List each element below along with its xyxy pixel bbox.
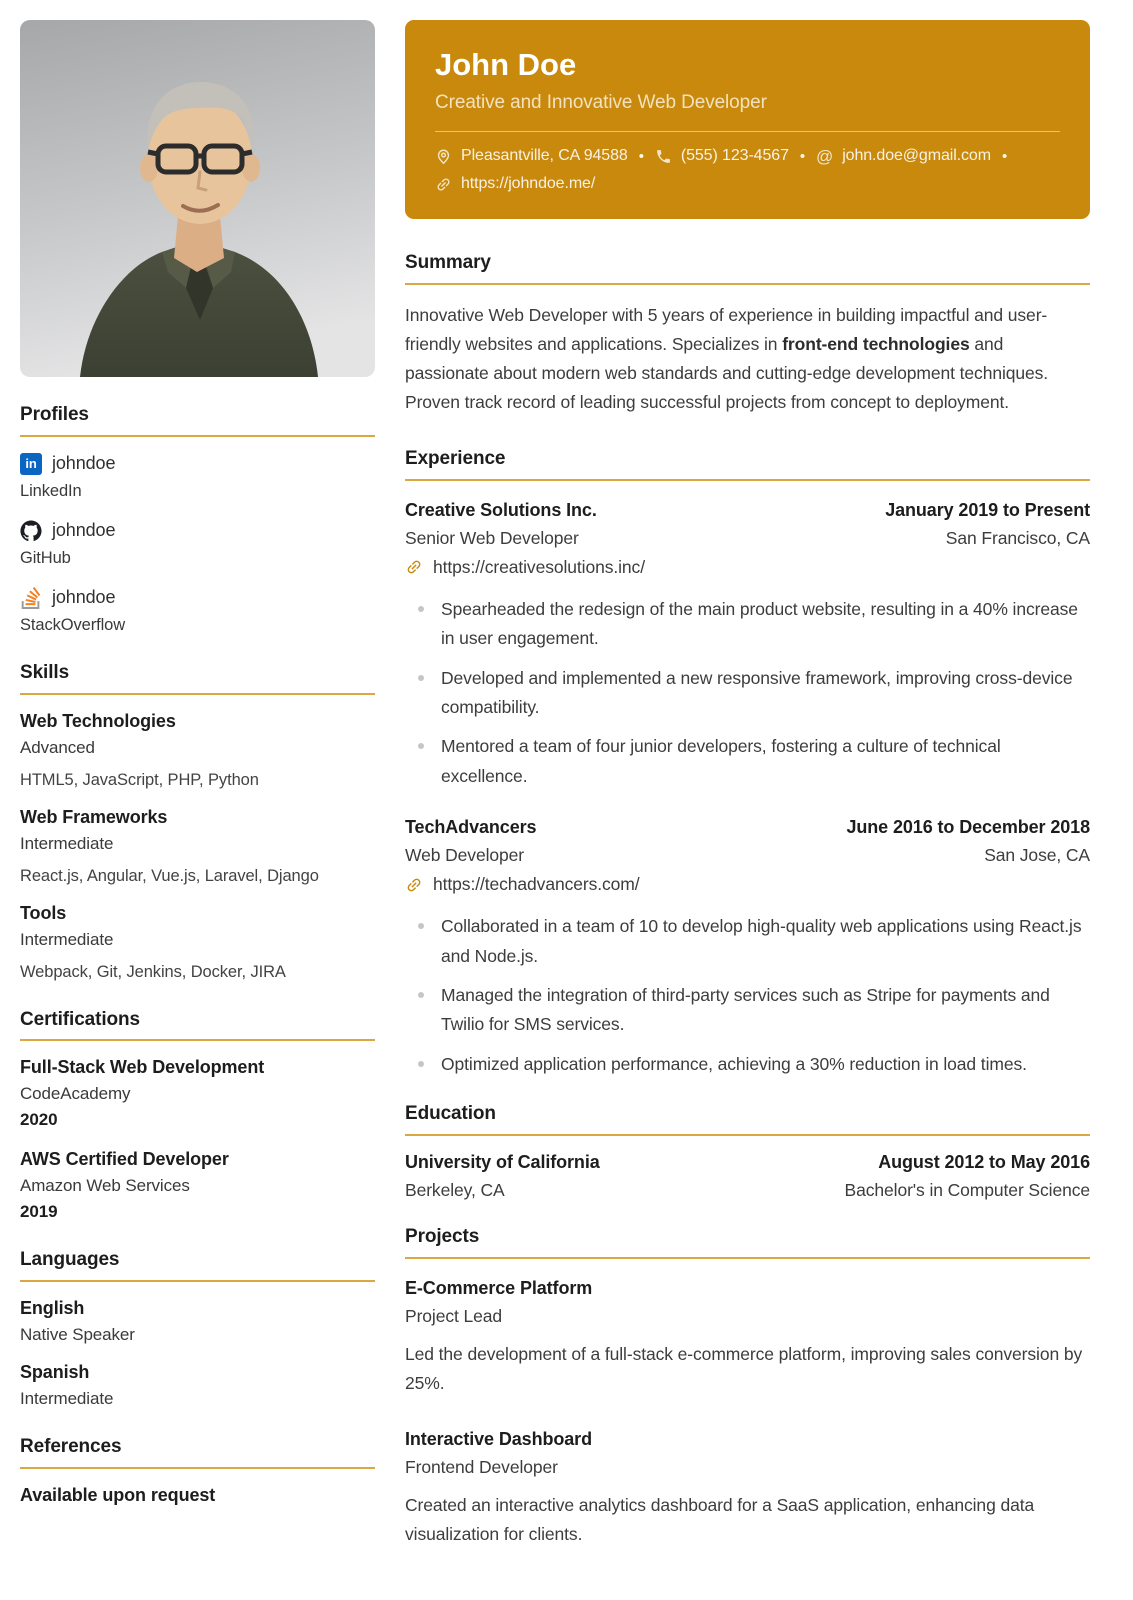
profile-stackoverflow [20,587,375,635]
project-name: E-Commerce Platform [405,1277,593,1298]
experience-entry [405,500,1090,791]
skill-name: Tools [20,902,67,923]
at-icon: @ [816,146,834,166]
experience-entry [405,817,1090,1079]
achievement-item [405,981,1090,1040]
certification-item [20,1149,375,1222]
achievement-text: Optimized application performance, achieving a 30% reduction in load times. [441,1053,1027,1074]
profiles-heading: Profiles [20,404,375,437]
company-name: TechAdvancers [405,817,537,838]
bullet-dot-icon [418,606,424,612]
linkedin-icon: in [20,453,42,475]
header-divider [435,131,1060,132]
skills-heading: Skills [20,662,375,695]
company-url: https://creativesolutions.inc/ [433,556,645,577]
achievement-text: Spearheaded the redesign of the main product website, resulting in a 40% increase in user engagement. [441,598,1078,649]
profile-linkedin [20,453,375,501]
github-icon [20,520,42,542]
summary-heading: Summary [405,252,1090,285]
separator-dot: • [1001,147,1008,165]
location-pin-icon [435,148,452,165]
certification-year: 2020 [20,1110,58,1130]
phone-icon [655,148,672,165]
project-entry [405,1429,1090,1549]
company-link[interactable] [405,874,1090,895]
certification-item [20,1057,375,1130]
job-location: San Jose, CA [984,845,1090,866]
school-location: Berkeley, CA [405,1179,505,1200]
profile-username: johndoe [52,453,116,474]
language-item [20,1362,375,1409]
language-level: Native Speaker [20,1325,135,1345]
certification-name: AWS Certified Developer [20,1149,229,1170]
summary-text-part: and passionate about modern web standards and cutting-edge development techniques. Proven track record of leading successful projects from concept to deployment. [405,333,1049,412]
languages-section [20,1249,375,1409]
achievement-item [405,1050,1090,1079]
candidate-name: John Doe [435,47,577,82]
website-text: https://johndoe.me/ [461,175,596,192]
skills-section [20,662,375,982]
experience-heading: Experience [405,448,1090,481]
profile-network: LinkedIn [20,481,82,500]
skill-item [20,807,375,886]
bullet-dot-icon [418,1061,424,1067]
profile-stackoverflow-link[interactable] [20,587,375,609]
language-item [20,1298,375,1345]
link-icon [401,872,426,897]
bullet-dot-icon [418,675,424,681]
bullet-dot-icon [418,923,424,929]
certification-issuer: CodeAcademy [20,1084,131,1104]
skill-keywords: Webpack, Git, Jenkins, Docker, JIRA [20,962,286,981]
separator-dot: • [799,147,806,165]
languages-heading: Languages [20,1249,375,1282]
project-description: Created an interactive analytics dashboard for a SaaS application, enhancing data visualization for clients. [405,1494,1035,1544]
profile-network: GitHub [20,548,71,567]
references-note: Available upon request [20,1484,216,1505]
employment-dates: June 2016 to December 2018 [846,817,1090,838]
link-icon [431,172,455,196]
achievement-text: Mentored a team of four junior developers, fostering a culture of technical excellence. [441,736,1001,786]
profile-github-link[interactable] [20,520,375,542]
education-dates: August 2012 to May 2016 [878,1151,1090,1172]
project-role: Project Lead [405,1305,503,1326]
sidebar [20,20,375,1549]
certifications-heading: Certifications [20,1009,375,1042]
experience-section [405,448,1090,1079]
achievement-text: Developed and implemented a new responsive framework, improving cross-device compatibility. [441,667,1073,717]
link-icon [401,555,426,580]
summary-text-bold: front-end technologies [782,333,970,354]
achievement-text: Managed the integration of third-party services such as Stripe for payments and Twilio for SMS services. [441,984,1050,1035]
skill-keywords: HTML5, JavaScript, PHP, Python [20,770,259,789]
language-name: Spanish [20,1362,90,1383]
profile-username: johndoe [52,587,116,608]
bullet-dot-icon [418,743,424,749]
job-title: Web Developer [405,845,524,866]
achievement-item [405,595,1090,654]
skill-name: Web Technologies [20,710,176,731]
education-section [405,1103,1090,1201]
achievement-item [405,664,1090,723]
profile-username: johndoe [52,520,116,541]
job-title: Senior Web Developer [405,527,579,548]
skill-item [20,711,375,790]
skill-level: Intermediate [20,929,114,949]
achievement-list [405,912,1090,1079]
education-entry [405,1152,1090,1201]
degree: Bachelor's in Computer Science [844,1179,1090,1200]
company-name: Creative Solutions Inc. [405,499,597,520]
achievement-list [405,595,1090,791]
project-description: Led the development of a full-stack e-commerce platform, improving sales conversion by 25%. [405,1343,1083,1393]
projects-heading: Projects [405,1226,1090,1259]
skill-level: Intermediate [20,833,114,853]
profiles-section [20,404,375,635]
company-url: https://techadvancers.com/ [433,874,640,895]
contact-website[interactable] [435,175,595,193]
header-card [405,20,1090,219]
school-name: University of California [405,1151,600,1172]
skill-name: Web Frameworks [20,806,168,827]
profile-network: StackOverflow [20,615,126,634]
bullet-dot-icon [418,992,424,998]
language-level: Intermediate [20,1389,114,1409]
email-text: john.doe@gmail.com [842,147,991,164]
profile-photo [20,20,375,377]
profile-github [20,520,375,568]
company-link[interactable] [405,557,1090,578]
references-section [20,1436,375,1506]
location-text: Pleasantville, CA 94588 [461,147,628,164]
education-heading: Education [405,1103,1090,1136]
references-heading: References [20,1436,375,1469]
main-column [405,20,1090,1549]
phone-text: (555) 123-4567 [680,147,789,164]
achievement-text: Collaborated in a team of 10 to develop high-quality web applications using React.js and Node.js. [441,916,1082,966]
certification-name: Full-Stack Web Development [20,1057,265,1078]
stackoverflow-icon [20,587,42,609]
profile-linkedin-link[interactable] [20,453,375,475]
projects-section [405,1226,1090,1549]
certification-year: 2019 [20,1202,58,1222]
contact-email[interactable] [816,147,991,165]
contact-location [435,147,628,165]
contact-phone [655,147,789,165]
employment-dates: January 2019 to Present [885,499,1090,520]
candidate-title: Creative and Innovative Web Developer [435,92,767,113]
separator-dot: • [638,147,644,165]
project-role: Frontend Developer [405,1456,558,1477]
skill-item [20,903,375,982]
skill-level: Advanced [20,737,95,757]
summary-text-part: Innovative Web Developer with 5 years of experience in building impactful and user-friendly websites and applications. Specializes in [405,304,1048,354]
project-name: Interactive Dashboard [405,1428,592,1449]
project-entry [405,1278,1090,1398]
skill-keywords: React.js, Angular, Vue.js, Laravel, Django [20,866,319,885]
language-name: English [20,1298,85,1319]
summary-text [405,301,1090,417]
job-location: San Francisco, CA [945,527,1090,548]
achievement-item [405,732,1090,791]
achievement-item [405,912,1090,971]
certifications-section [20,1009,375,1223]
certification-issuer: Amazon Web Services [20,1176,190,1196]
summary-section [405,252,1090,417]
contact-row [435,147,1060,193]
